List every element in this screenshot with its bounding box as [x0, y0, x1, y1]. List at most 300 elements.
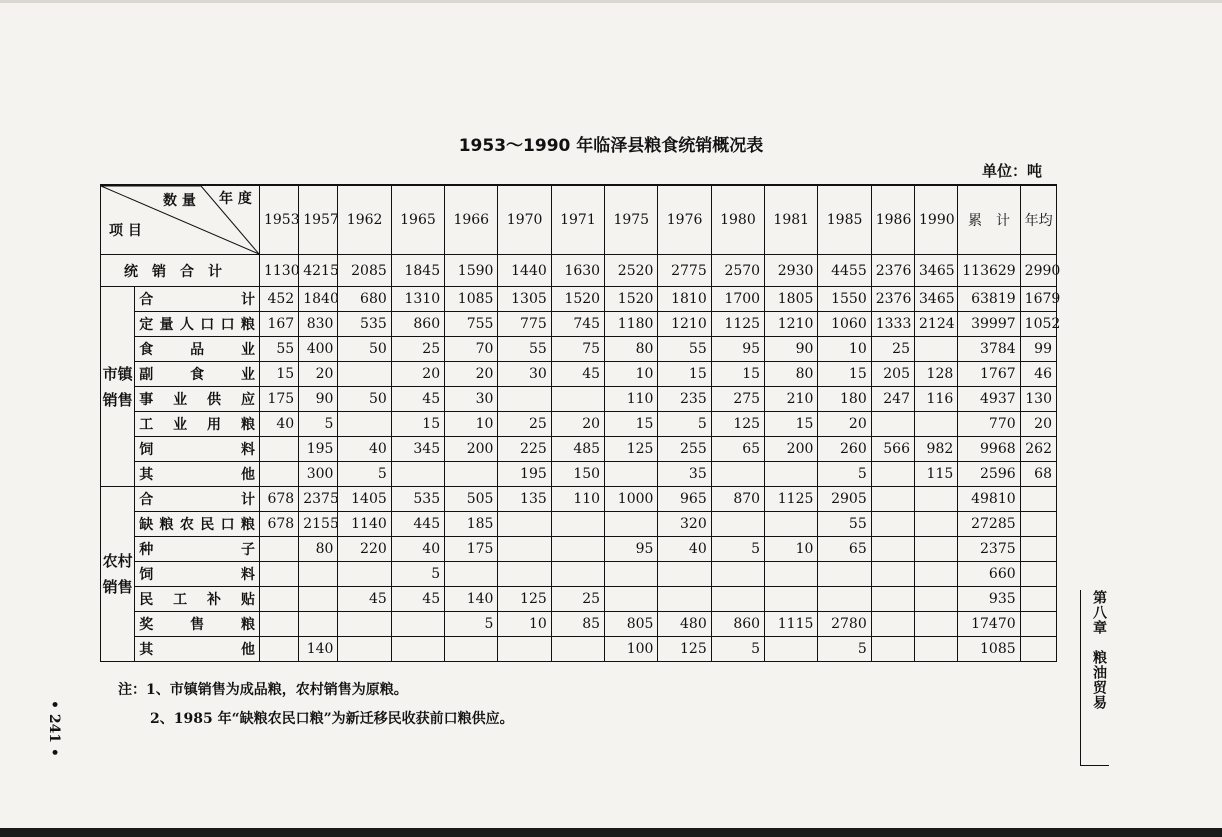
- value-cell: 870: [711, 487, 764, 512]
- value-cell: 45: [391, 587, 444, 612]
- value-cell: 50: [338, 337, 391, 362]
- value-cell: 150: [551, 462, 604, 487]
- value-cell: [915, 487, 958, 512]
- value-cell: [765, 462, 818, 487]
- value-cell: 1180: [605, 312, 658, 337]
- table-title: 1953～1990 年临泽县粮食统销概况表: [458, 136, 764, 156]
- row-label-text: 合 计: [139, 292, 255, 308]
- value-cell: 27285: [958, 512, 1020, 537]
- year-header: 1980: [711, 185, 764, 255]
- corner-year: 年 度: [219, 191, 252, 207]
- value-cell: [1020, 562, 1056, 587]
- value-cell: 95: [605, 537, 658, 562]
- value-cell: 982: [915, 437, 958, 462]
- value-cell: [1020, 537, 1056, 562]
- value-cell: [299, 587, 338, 612]
- table-row: [101, 512, 1057, 537]
- value-cell: 5: [299, 412, 338, 437]
- value-cell: 195: [299, 437, 338, 462]
- value-cell: [605, 562, 658, 587]
- value-cell: 678: [259, 512, 298, 537]
- year-header: 1962: [338, 185, 391, 255]
- value-cell: 116: [915, 387, 958, 412]
- value-cell: 20: [391, 362, 444, 387]
- value-cell: [915, 637, 958, 662]
- value-cell: 220: [338, 537, 391, 562]
- value-cell: 140: [299, 637, 338, 662]
- value-cell: 345: [391, 437, 444, 462]
- value-cell: [259, 462, 298, 487]
- value-cell: 205: [871, 362, 914, 387]
- value-cell: 20: [1020, 412, 1056, 437]
- row-label: [135, 562, 260, 587]
- value-cell: 100: [605, 637, 658, 662]
- value-cell: 935: [958, 587, 1020, 612]
- value-cell: 4215: [299, 255, 338, 287]
- value-cell: [391, 612, 444, 637]
- value-cell: 1210: [658, 312, 711, 337]
- value-cell: 63819: [958, 287, 1020, 312]
- value-cell: [299, 612, 338, 637]
- row-label: [135, 637, 260, 662]
- note-2: 2、1985 年“缺粮农民口粮”为新迁移民收获前口粮供应。: [150, 711, 514, 727]
- year-header: 累 计: [958, 185, 1020, 255]
- header-row: [101, 185, 1057, 255]
- value-cell: [1020, 587, 1056, 612]
- value-cell: 2376: [871, 287, 914, 312]
- value-cell: [498, 637, 551, 662]
- value-cell: 55: [259, 337, 298, 362]
- value-cell: 195: [498, 462, 551, 487]
- value-cell: 1840: [299, 287, 338, 312]
- value-cell: 1700: [711, 287, 764, 312]
- value-cell: 505: [445, 487, 498, 512]
- value-cell: 5: [391, 562, 444, 587]
- year-header: 1966: [445, 185, 498, 255]
- value-cell: [915, 537, 958, 562]
- value-cell: 1305: [498, 287, 551, 312]
- value-cell: 20: [445, 362, 498, 387]
- value-cell: 85: [551, 612, 604, 637]
- value-cell: 5: [711, 537, 764, 562]
- row-label-text: 饲 料: [139, 567, 255, 583]
- value-cell: 4455: [818, 255, 871, 287]
- value-cell: 2780: [818, 612, 871, 637]
- value-cell: 1310: [391, 287, 444, 312]
- value-cell: 110: [605, 387, 658, 412]
- row-label: [135, 362, 260, 387]
- row-label-text: 合 计: [139, 492, 255, 508]
- value-cell: 566: [871, 437, 914, 462]
- value-cell: [259, 437, 298, 462]
- row-label: [135, 337, 260, 362]
- value-cell: 1060: [818, 312, 871, 337]
- value-cell: 1550: [818, 287, 871, 312]
- value-cell: [915, 562, 958, 587]
- value-cell: [551, 562, 604, 587]
- value-cell: [338, 412, 391, 437]
- value-cell: [871, 537, 914, 562]
- value-cell: 1440: [498, 255, 551, 287]
- value-cell: [765, 512, 818, 537]
- value-cell: 860: [711, 612, 764, 637]
- value-cell: 68: [1020, 462, 1056, 487]
- value-cell: 1000: [605, 487, 658, 512]
- value-cell: [1020, 487, 1056, 512]
- value-cell: [1020, 637, 1056, 662]
- value-cell: 1810: [658, 287, 711, 312]
- value-cell: 20: [551, 412, 604, 437]
- value-cell: 15: [818, 362, 871, 387]
- value-cell: 40: [658, 537, 711, 562]
- value-cell: 45: [391, 387, 444, 412]
- unit-label: 单位：吨: [981, 162, 1042, 180]
- value-cell: 55: [658, 337, 711, 362]
- year-header: 1953: [259, 185, 298, 255]
- value-cell: [498, 387, 551, 412]
- value-cell: 65: [818, 537, 871, 562]
- value-cell: 40: [259, 412, 298, 437]
- value-cell: 125: [658, 637, 711, 662]
- value-cell: [871, 587, 914, 612]
- value-cell: 130: [1020, 387, 1056, 412]
- value-cell: [259, 537, 298, 562]
- value-cell: 80: [605, 337, 658, 362]
- value-cell: 125: [605, 437, 658, 462]
- value-cell: 225: [498, 437, 551, 462]
- value-cell: 40: [338, 437, 391, 462]
- value-cell: 262: [1020, 437, 1056, 462]
- row-label-text: 事 业 供 应: [139, 392, 255, 408]
- total-label: 统销合计: [101, 255, 260, 287]
- value-cell: [871, 512, 914, 537]
- value-cell: 1590: [445, 255, 498, 287]
- value-cell: [605, 512, 658, 537]
- value-cell: [915, 412, 958, 437]
- value-cell: 110: [551, 487, 604, 512]
- value-cell: [915, 337, 958, 362]
- value-cell: 185: [445, 512, 498, 537]
- value-cell: 200: [765, 437, 818, 462]
- value-cell: 1085: [958, 637, 1020, 662]
- value-cell: 25: [871, 337, 914, 362]
- row-label: [135, 512, 260, 537]
- value-cell: 40: [391, 537, 444, 562]
- value-cell: 15: [391, 412, 444, 437]
- table-row: [101, 362, 1057, 387]
- row-label: [135, 462, 260, 487]
- value-cell: 247: [871, 387, 914, 412]
- value-cell: 90: [765, 337, 818, 362]
- value-cell: [765, 587, 818, 612]
- value-cell: 775: [498, 312, 551, 337]
- row-label-text: 副 食 业: [139, 367, 255, 383]
- year-header: 1990: [915, 185, 958, 255]
- value-cell: [445, 462, 498, 487]
- value-cell: 480: [658, 612, 711, 637]
- value-cell: 200: [445, 437, 498, 462]
- year-header: 1965: [391, 185, 444, 255]
- value-cell: 5: [818, 637, 871, 662]
- value-cell: 25: [498, 412, 551, 437]
- table-row: [101, 337, 1057, 362]
- value-cell: [445, 562, 498, 587]
- value-cell: [765, 637, 818, 662]
- value-cell: 30: [445, 387, 498, 412]
- value-cell: 535: [391, 487, 444, 512]
- table-row: [101, 487, 1057, 512]
- row-label: [135, 412, 260, 437]
- value-cell: 2124: [915, 312, 958, 337]
- year-header: 1981: [765, 185, 818, 255]
- value-cell: 25: [551, 587, 604, 612]
- value-cell: [711, 462, 764, 487]
- value-cell: [498, 537, 551, 562]
- value-cell: 860: [391, 312, 444, 337]
- table-row: [101, 587, 1057, 612]
- value-cell: 400: [299, 337, 338, 362]
- row-label-text: 其 他: [139, 642, 255, 658]
- rural-group-label: 农村销售: [101, 487, 135, 662]
- value-cell: [259, 612, 298, 637]
- value-cell: [765, 562, 818, 587]
- value-cell: [1020, 512, 1056, 537]
- value-cell: 1333: [871, 312, 914, 337]
- value-cell: 15: [658, 362, 711, 387]
- value-cell: 115: [915, 462, 958, 487]
- value-cell: 80: [765, 362, 818, 387]
- value-cell: 2520: [605, 255, 658, 287]
- value-cell: 45: [338, 587, 391, 612]
- value-cell: 45: [551, 362, 604, 387]
- year-header: 1971: [551, 185, 604, 255]
- value-cell: 3465: [915, 287, 958, 312]
- row-label: [135, 587, 260, 612]
- total-row: [101, 255, 1057, 287]
- value-cell: 235: [658, 387, 711, 412]
- year-header: 1985: [818, 185, 871, 255]
- value-cell: 65: [711, 437, 764, 462]
- value-cell: 660: [958, 562, 1020, 587]
- value-cell: 1405: [338, 487, 391, 512]
- value-cell: 180: [818, 387, 871, 412]
- value-cell: 2930: [765, 255, 818, 287]
- value-cell: 5: [818, 462, 871, 487]
- value-cell: [338, 637, 391, 662]
- value-cell: 55: [818, 512, 871, 537]
- value-cell: [259, 637, 298, 662]
- table-row: [101, 462, 1057, 487]
- value-cell: 210: [765, 387, 818, 412]
- value-cell: 113629: [958, 255, 1020, 287]
- value-cell: 10: [765, 537, 818, 562]
- value-cell: 50: [338, 387, 391, 412]
- value-cell: 830: [299, 312, 338, 337]
- scan-edge: [0, 0, 1222, 3]
- value-cell: [391, 637, 444, 662]
- year-header: 1957: [299, 185, 338, 255]
- value-cell: [338, 562, 391, 587]
- row-label-text: 工 业 用 粮: [139, 417, 255, 433]
- value-cell: 1085: [445, 287, 498, 312]
- value-cell: [711, 562, 764, 587]
- value-cell: 2376: [871, 255, 914, 287]
- value-cell: 75: [551, 337, 604, 362]
- value-cell: 1845: [391, 255, 444, 287]
- value-cell: 1520: [551, 287, 604, 312]
- value-cell: [605, 462, 658, 487]
- value-cell: 15: [765, 412, 818, 437]
- year-header: 1986: [871, 185, 914, 255]
- row-label: [135, 387, 260, 412]
- value-cell: 10: [605, 362, 658, 387]
- value-cell: 445: [391, 512, 444, 537]
- value-cell: 99: [1020, 337, 1056, 362]
- value-cell: 2775: [658, 255, 711, 287]
- value-cell: [259, 587, 298, 612]
- value-cell: 260: [818, 437, 871, 462]
- value-cell: 175: [445, 537, 498, 562]
- value-cell: 17470: [958, 612, 1020, 637]
- value-cell: 30: [498, 362, 551, 387]
- value-cell: 128: [915, 362, 958, 387]
- value-cell: 1115: [765, 612, 818, 637]
- year-header: 1975: [605, 185, 658, 255]
- row-label-text: 饲 料: [139, 442, 255, 458]
- year-header: 年均: [1020, 185, 1056, 255]
- table-row: [101, 412, 1057, 437]
- table-row: [101, 562, 1057, 587]
- value-cell: 275: [711, 387, 764, 412]
- value-cell: 2596: [958, 462, 1020, 487]
- value-cell: 535: [338, 312, 391, 337]
- row-label-text: 其 他: [139, 467, 255, 483]
- value-cell: [498, 562, 551, 587]
- value-cell: [605, 587, 658, 612]
- value-cell: [871, 412, 914, 437]
- value-cell: [915, 512, 958, 537]
- table-row: [101, 287, 1057, 312]
- scan-bottom-edge: [0, 828, 1222, 837]
- value-cell: 805: [605, 612, 658, 637]
- value-cell: 2085: [338, 255, 391, 287]
- value-cell: [871, 637, 914, 662]
- value-cell: [871, 462, 914, 487]
- row-label-text: 奖 售 粮: [139, 617, 255, 633]
- value-cell: 2155: [299, 512, 338, 537]
- row-label-text: 种 子: [139, 542, 255, 558]
- value-cell: 745: [551, 312, 604, 337]
- value-cell: 5: [658, 412, 711, 437]
- value-cell: 452: [259, 287, 298, 312]
- value-cell: 1210: [765, 312, 818, 337]
- value-cell: 10: [498, 612, 551, 637]
- value-cell: 2570: [711, 255, 764, 287]
- value-cell: 2375: [299, 487, 338, 512]
- corner-quantity: 数 量: [163, 193, 196, 209]
- value-cell: [818, 587, 871, 612]
- value-cell: 135: [498, 487, 551, 512]
- table-row: [101, 312, 1057, 337]
- value-cell: 9968: [958, 437, 1020, 462]
- value-cell: 5: [711, 637, 764, 662]
- row-label: [135, 287, 260, 312]
- value-cell: 1520: [605, 287, 658, 312]
- value-cell: [551, 637, 604, 662]
- value-cell: [551, 387, 604, 412]
- value-cell: 49810: [958, 487, 1020, 512]
- table-row: [101, 637, 1057, 662]
- value-cell: [711, 512, 764, 537]
- value-cell: 4937: [958, 387, 1020, 412]
- value-cell: 55: [498, 337, 551, 362]
- value-cell: 46: [1020, 362, 1056, 387]
- value-cell: 678: [259, 487, 298, 512]
- notes: [118, 676, 514, 734]
- value-cell: 5: [338, 462, 391, 487]
- row-label-text: 缺 粮 农 民 口 粮: [139, 517, 255, 533]
- value-cell: 70: [445, 337, 498, 362]
- value-cell: 1767: [958, 362, 1020, 387]
- value-cell: 770: [958, 412, 1020, 437]
- row-label: [135, 537, 260, 562]
- value-cell: 10: [445, 412, 498, 437]
- value-cell: [551, 537, 604, 562]
- value-cell: 485: [551, 437, 604, 462]
- row-label: [135, 487, 260, 512]
- value-cell: 1679: [1020, 287, 1056, 312]
- value-cell: 15: [259, 362, 298, 387]
- value-cell: 167: [259, 312, 298, 337]
- value-cell: 15: [711, 362, 764, 387]
- value-cell: 1125: [711, 312, 764, 337]
- value-cell: 1630: [551, 255, 604, 287]
- row-label: [135, 612, 260, 637]
- value-cell: 2990: [1020, 255, 1056, 287]
- table-row: [101, 537, 1057, 562]
- value-cell: 10: [818, 337, 871, 362]
- page-number: • 241 •: [46, 700, 62, 757]
- value-cell: [551, 512, 604, 537]
- value-cell: [299, 562, 338, 587]
- value-cell: 755: [445, 312, 498, 337]
- corner-item: 项 目: [109, 223, 142, 239]
- value-cell: 80: [299, 537, 338, 562]
- value-cell: 1805: [765, 287, 818, 312]
- note-1: 注：1、市镇销售为成品粮，农村销售为原粮。: [118, 682, 408, 698]
- urban-group-label: 市镇销售: [101, 287, 135, 487]
- value-cell: 140: [445, 587, 498, 612]
- value-cell: 125: [711, 412, 764, 437]
- value-cell: [818, 562, 871, 587]
- row-label-text: 食 品 业: [139, 342, 255, 358]
- year-header: 1976: [658, 185, 711, 255]
- value-cell: [658, 562, 711, 587]
- table-row: [101, 612, 1057, 637]
- value-cell: [871, 562, 914, 587]
- value-cell: [498, 512, 551, 537]
- value-cell: 175: [259, 387, 298, 412]
- row-label: [135, 437, 260, 462]
- chapter-running-head: 第八章 粮油贸易: [1080, 590, 1109, 766]
- value-cell: 2375: [958, 537, 1020, 562]
- value-cell: 3784: [958, 337, 1020, 362]
- value-cell: [711, 587, 764, 612]
- value-cell: 95: [711, 337, 764, 362]
- table-row: [101, 387, 1057, 412]
- value-cell: [658, 587, 711, 612]
- value-cell: [1020, 612, 1056, 637]
